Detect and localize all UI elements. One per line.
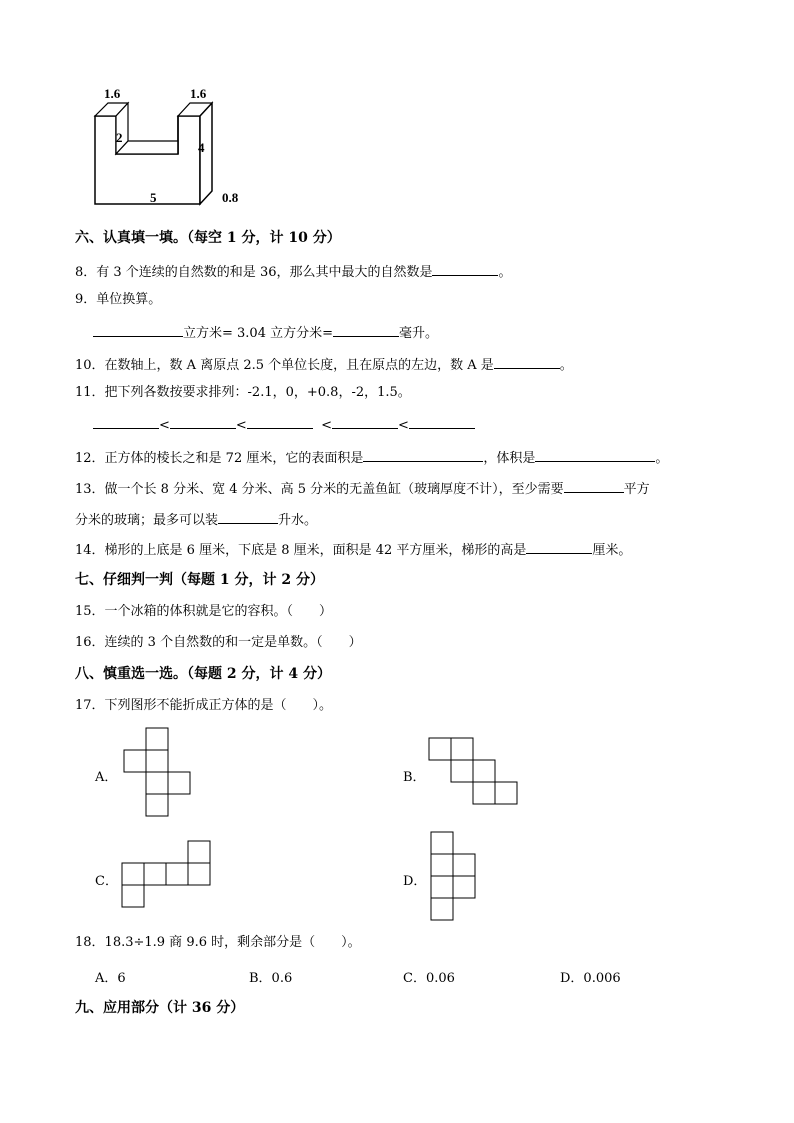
q12-blank-2[interactable] [535,447,655,462]
q10-text: 10．在数轴上，数 A 离原点 2.5 个单位长度，且在原点的左边，数 A 是 [75,358,494,373]
dim-left-height: 2 [116,130,123,145]
less-than-3: < [321,418,332,433]
q12-end: 。 [655,451,669,466]
less-than-1: < [159,418,170,433]
q10-end: 。 [559,358,573,373]
q14-end: 厘米。 [592,543,632,558]
q9-blank-2[interactable] [333,322,399,337]
q13-unit: 平方 [623,482,650,497]
option-b-label[interactable]: B． [403,770,426,785]
q9-blank-1[interactable] [93,322,183,337]
q18-option-a[interactable]: A．6 [95,971,126,986]
q12-mid: ，体积是 [483,451,536,466]
solid-figure-drawing [90,86,250,206]
q9-end: 毫升。 [399,326,439,341]
dim-top-left: 1.6 [104,86,121,101]
q13-text-2: 分米的玻璃；最多可以装 [75,513,219,528]
q10-blank[interactable] [494,354,560,369]
question-16: 16．连续的 3 个自然数的和一定是单数。（ ） [75,635,362,650]
question-12 [75,447,668,468]
option-d-label[interactable]: D． [403,874,427,889]
question-9-line [93,322,438,343]
section-7-heading: 七、仔细判一判（每题 1 分，计 2 分） [75,572,324,588]
q12-blank-1[interactable] [363,447,483,462]
option-c-net [120,840,220,915]
q13-blank-2[interactable] [218,509,278,524]
question-15: 15．一个冰箱的体积就是它的容积。（ ） [75,604,333,619]
question-9-title: 9．单位换算。 [75,292,162,307]
q11-blank-4[interactable] [332,414,398,429]
q11-blank-1[interactable] [93,414,159,429]
q13-blank-1[interactable] [564,478,624,493]
question-11-title: 11．把下列各数按要求排列：-2.1，0，+0.8，-2，1.5。 [75,385,411,400]
q12-text: 12．正方体的棱长之和是 72 厘米，它的表面积是 [75,451,364,466]
q14-blank[interactable] [526,539,592,554]
q8-end: 。 [498,265,512,280]
less-than-4: < [397,418,409,433]
question-10 [75,354,573,375]
dim-right-height: 4 [198,140,205,155]
option-a-net [120,727,200,822]
q11-blank-5[interactable] [409,414,475,429]
question-14 [75,539,631,560]
q13-text: 13．做一个长 8 分米、宽 4 分米、高 5 分米的无盖鱼缸（玻璃厚度不计），至少需要 [75,482,564,497]
less-than-2: < [235,418,247,433]
dim-top-right: 1.6 [190,86,207,101]
solid-figure [90,86,250,206]
option-c-label[interactable]: C． [95,874,118,889]
option-d-net [428,829,508,924]
q14-text: 14．梯形的上底是 6 厘米，下底是 8 厘米，面积是 42 平方厘米，梯形的高是 [75,543,527,558]
option-b-net [428,737,528,812]
q8-blank[interactable] [432,261,498,276]
q13-end: 升水。 [278,513,318,528]
question-8 [75,261,512,282]
question-13-line-2 [75,509,317,530]
dim-depth: 0.8 [222,190,239,205]
question-13 [75,478,650,499]
dim-bottom: 5 [150,190,157,205]
question-18: 18．18.3÷1.9 商 9.6 时，剩余部分是（ ）。 [75,935,361,950]
q9-mid: 立方米= 3.04 立方分米= [183,326,333,341]
q18-option-b[interactable]: B．0.6 [249,971,293,986]
question-17: 17．下列图形不能折成正方体的是（ ）。 [75,698,333,713]
q18-option-c[interactable]: C．0.06 [403,971,455,986]
section-8-heading: 八、慎重选一选。（每题 2 分，计 4 分） [75,666,331,682]
q18-option-d[interactable]: D．0.006 [560,971,621,986]
q11-blank-3[interactable] [247,414,313,429]
option-a-label[interactable]: A． [95,770,118,785]
q11-blank-2[interactable] [170,414,236,429]
q8-text: 8．有 3 个连续的自然数的和是 36，那么其中最大的自然数是 [75,265,433,280]
section-9-heading: 九、应用部分（计 36 分） [75,1000,245,1016]
question-11-blanks [93,414,475,435]
section-6-heading: 六、认真填一填。（每空 1 分，计 10 分） [75,230,341,246]
